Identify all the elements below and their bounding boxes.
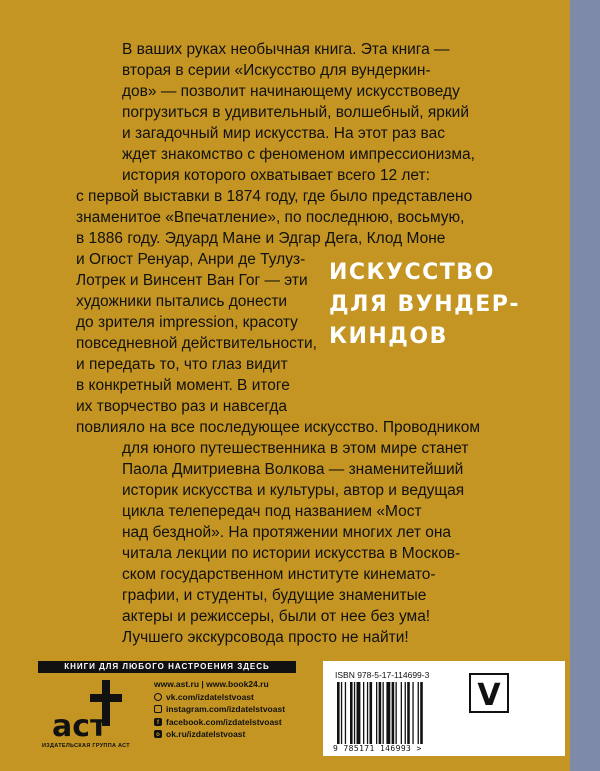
text-line: над бездной». На протяжении многих лет она xyxy=(122,524,452,541)
text-line: повлияло на все последующее искусство. Проводником xyxy=(76,419,481,436)
text-line: в конкретный момент. В итоге xyxy=(76,377,290,394)
text-line: Лотрек и Винсент Ван Гог — эти xyxy=(76,272,308,289)
text-line: историк искусства и культуры, автор и ведущая xyxy=(122,482,465,499)
contact-links xyxy=(154,678,285,741)
text-line: и передать то, что глаз видит xyxy=(76,356,288,373)
text-line: читала лекции по истории искусства в Москов- xyxy=(122,545,461,562)
text-line: знаменитое «Впечатление», по последнюю, восьмую, xyxy=(76,209,465,226)
logo-text: аст xyxy=(52,709,108,744)
website-link[interactable]: www.ast.ru | www.book24.ru xyxy=(154,679,269,690)
facebook-icon: f xyxy=(154,718,162,726)
text-line: дов» — позволит начинающему искусствоведу xyxy=(122,83,460,100)
age-badge-text: V xyxy=(477,678,501,713)
series-title-line: ИСКУССТВО xyxy=(329,260,495,285)
text-line: Лучшего экскурсовода просто не найти! xyxy=(122,629,409,646)
text-line: и Огюст Ренуар, Анри де Тулуз- xyxy=(76,251,306,268)
series-title-line: ДЛЯ ВУНДЕР- xyxy=(329,292,520,317)
text-line: ском государственном институте кинемато- xyxy=(122,566,436,583)
text-line: в 1886 году. Эдуард Мане и Эдгар Дега, Клод Моне xyxy=(76,230,446,247)
age-rating-badge xyxy=(469,673,509,713)
text-line: повседневной действительности, xyxy=(76,335,317,352)
text-line: до зрителя impression, красоту xyxy=(76,314,298,331)
instagram-icon xyxy=(154,705,162,713)
text-line: и загадочный мир искусства. На этот раз вас xyxy=(122,125,445,142)
text-line: с первой выставки в 1874 году, где было представлено xyxy=(76,188,473,205)
vk-link[interactable]: vk.com/izdatelstvoast xyxy=(154,691,285,704)
footer-banner: КНИГИ ДЛЯ ЛЮБОГО НАСТРОЕНИЯ ЗДЕСЬ xyxy=(38,661,296,673)
text-line: вторая в серии «Искусство для вундеркин- xyxy=(122,62,431,79)
text-line: история которого охватывает всего 12 лет: xyxy=(122,167,430,184)
instagram-link[interactable]: instagram.com/izdatelstvoast xyxy=(154,703,285,716)
barcode-panel xyxy=(323,661,565,756)
text-line: ждет знакомство с феноменом импрессионизма, xyxy=(122,146,475,163)
odnoklassniki-icon: o xyxy=(154,730,162,738)
isbn-label: ISBN 978-5-17-114699-3 xyxy=(335,670,430,680)
facebook-link[interactable]: f facebook.com/izdatelstvoast xyxy=(154,716,285,729)
book-spine xyxy=(570,0,600,771)
odnoklassniki-link[interactable]: o ok.ru/izdatelstvoast xyxy=(154,728,285,741)
text-line: погрузиться в удивительный, волшебный, яркий xyxy=(122,104,469,121)
text-line: актеры и режиссеры, были от нее без ума! xyxy=(122,608,431,625)
barcode-digits: 9 785171 146993 > xyxy=(333,744,422,753)
vk-icon xyxy=(154,693,162,701)
text-line: Паола Дмитриевна Волкова — знаменитейший xyxy=(122,461,464,478)
barcode-icon xyxy=(337,682,447,744)
text-line: художники пытались донести xyxy=(76,293,288,310)
text-line: цикла телепередач под названием «Мост xyxy=(122,503,422,520)
series-title xyxy=(329,257,559,353)
ast-logo-icon xyxy=(46,678,142,748)
text-line: для юного путешественника в этом мире станет xyxy=(122,440,469,457)
text-line: В ваших руках необычная книга. Эта книга — xyxy=(122,41,450,58)
text-line: их творчество раз и навсегда xyxy=(76,398,287,415)
text-line: графии, и студенты, будущие знаменитые xyxy=(122,587,427,604)
publisher-caption: ИЗДАТЕЛЬСКАЯ ГРУППА АСТ xyxy=(42,743,130,749)
series-title-line: КИНДОВ xyxy=(329,324,448,349)
